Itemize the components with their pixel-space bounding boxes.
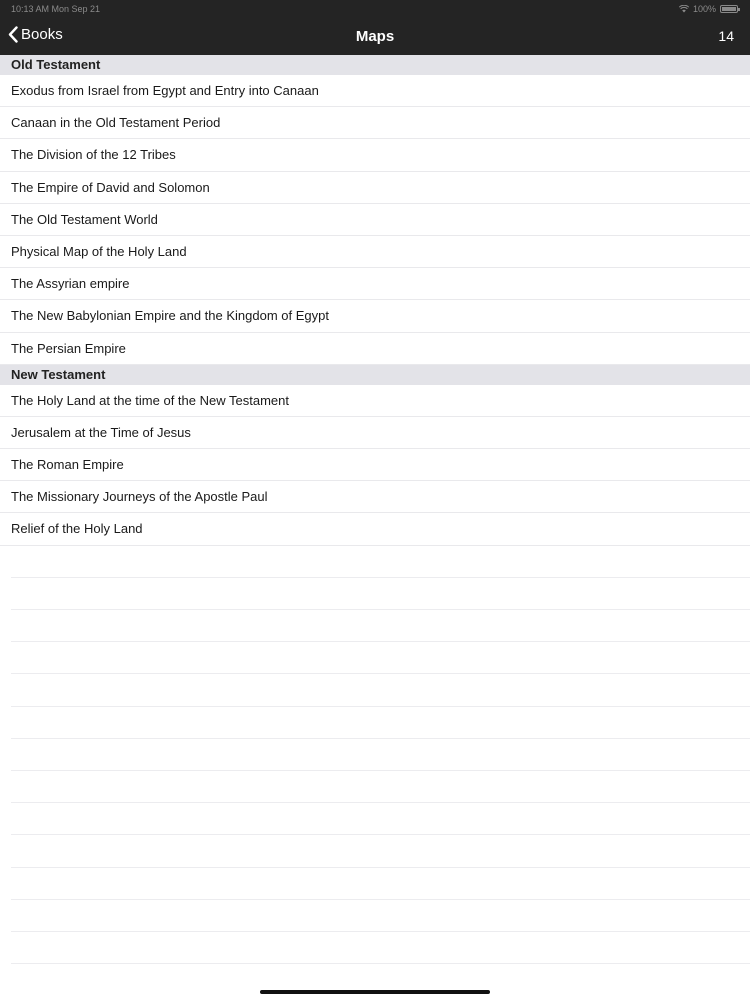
empty-row (11, 868, 750, 900)
list-item[interactable]: The Persian Empire (0, 333, 750, 365)
page-title: Maps (355, 28, 395, 45)
list-item[interactable]: The Holy Land at the time of the New Testament (0, 385, 750, 417)
empty-row (11, 674, 750, 706)
list-item[interactable]: The Roman Empire (0, 449, 750, 481)
list-item[interactable]: Physical Map of the Holy Land (0, 236, 750, 268)
list-item[interactable]: The Missionary Journeys of the Apostle Paul (0, 481, 750, 513)
maps-list (0, 55, 750, 964)
section-header-new-testament: New Testament (0, 365, 750, 385)
empty-row (11, 739, 750, 771)
empty-row (11, 771, 750, 803)
status-right (679, 4, 738, 14)
empty-row (11, 900, 750, 932)
list-item[interactable]: Relief of the Holy Land (0, 513, 750, 545)
item-count: 14 (718, 28, 734, 44)
status-bar (0, 0, 750, 18)
battery-icon (720, 5, 738, 13)
list-item[interactable]: The Assyrian empire (0, 268, 750, 300)
empty-row (11, 803, 750, 835)
empty-row (11, 610, 750, 642)
empty-row (11, 932, 750, 964)
navigation-bar (0, 0, 750, 55)
empty-row (11, 546, 750, 578)
empty-row (11, 578, 750, 610)
list-item[interactable]: Jerusalem at the Time of Jesus (0, 417, 750, 449)
section-header-old-testament: Old Testament (0, 55, 750, 75)
back-button-label: Books (21, 26, 63, 43)
home-indicator[interactable] (260, 990, 490, 994)
empty-row (11, 642, 750, 674)
battery-percent: 100% (692, 4, 716, 14)
list-item[interactable]: The New Babylonian Empire and the Kingdom of Egypt (0, 300, 750, 332)
empty-row (11, 835, 750, 867)
list-item[interactable]: The Empire of David and Solomon (0, 172, 750, 204)
list-item[interactable]: The Division of the 12 Tribes (0, 139, 750, 171)
list-item[interactable]: Canaan in the Old Testament Period (0, 107, 750, 139)
list-item[interactable]: The Old Testament World (0, 204, 750, 236)
wifi-icon (679, 5, 689, 13)
empty-row (11, 707, 750, 739)
status-time: 10:13 AM Mon Sep 21 (11, 4, 101, 14)
list-item[interactable]: Exodus from Israel from Egypt and Entry into Canaan (0, 75, 750, 107)
